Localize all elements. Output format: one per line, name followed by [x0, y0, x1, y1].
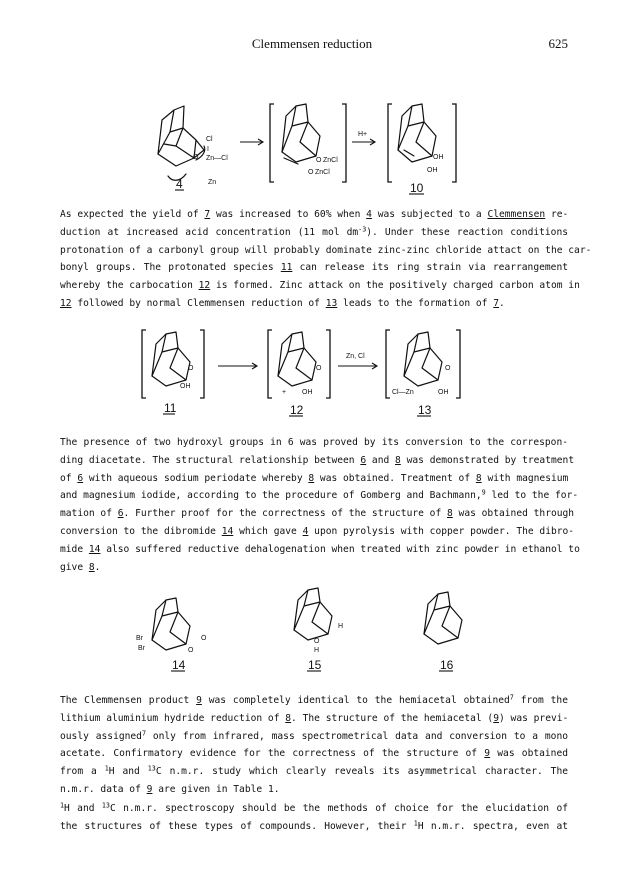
- paragraph-4: [60, 800, 568, 836]
- compound-13-structure: [386, 330, 460, 417]
- compound-11-structure: [142, 330, 204, 415]
- o-zncl-label: O: [316, 157, 322, 164]
- compound-number-16: 16: [440, 658, 454, 672]
- compound-10-structure: [388, 104, 456, 195]
- text-line: The presence of two hydroxyl groups in 6 was proved by its conversion to the correspon-: [60, 437, 568, 448]
- compound-15-structure: [294, 588, 343, 672]
- text-line: of 6 with aqueous sodium periodate whereby 8 was obtained. Treatment of 8 with magnesium: [60, 472, 569, 484]
- compound-16-structure: [424, 592, 462, 672]
- text-line: from a $^1$H and $^{13}$C n.m.r. study which clearly reveals its asymmetrical character. The: [60, 764, 569, 778]
- compound-number-10: 10: [410, 181, 424, 195]
- page-number: 625: [548, 36, 568, 51]
- plus-label-12: +: [282, 389, 287, 396]
- text-line: mide 14 also suffered reductive dehalogenation when treated with zinc powder in ethanol to: [60, 543, 580, 555]
- text-line: whereby the carbocation 12 is formed. Zinc attack on the positively charged carbon atom in: [60, 280, 580, 292]
- zncl-label-2: ZnCl: [315, 169, 330, 176]
- zn-label: Zn: [208, 179, 217, 186]
- cl-label: Cl: [206, 136, 213, 143]
- text-line: acetate. Confirmatory evidence for the correctness of the structure of 9 was obtained: [60, 748, 569, 760]
- o-label-14a: O: [201, 635, 207, 642]
- oh-label-1: OH: [433, 154, 444, 161]
- compound-4-structure: [158, 106, 228, 191]
- text-line: protonation of a carbonyl group will probably dominate zinc-zinc chloride attact on the car-: [60, 244, 592, 256]
- text-line: ously assigned$^7$ only from infrared, mass spectrometrical data and conversion to a mono: [60, 729, 568, 742]
- text-line: n.m.r. data of 9 are given in Table 1.: [60, 783, 280, 795]
- text-line: duction at increased acid concentration (11 mol $dm^{-3}$). Under these reaction conditions: [60, 225, 568, 238]
- o-zncl-label-2: O: [308, 169, 314, 176]
- text-line: ding diacetate. The structural relationship between 6 and 8 was demonstrated by treatment: [60, 454, 575, 466]
- text-line: lithium aluminium hydride reduction of 8. The structure of the hemiacetal (9) was previ-: [60, 712, 569, 724]
- text-line: give 8.: [60, 561, 101, 573]
- text-line: and magnesium iodide, according to the procedure of Gomberg and Bachmann,$^9$ led to the for-: [60, 489, 579, 502]
- cl-zn-label-13: Cl—Zn: [392, 389, 414, 396]
- o-label-15: O: [314, 638, 320, 645]
- paragraph-2: [60, 434, 580, 576]
- paragraph-3: [60, 692, 568, 799]
- h-label-15b: H: [314, 647, 320, 654]
- o-label-12: O: [316, 365, 322, 372]
- oh-label-12: OH: [302, 389, 313, 396]
- o-label: O: [193, 154, 199, 161]
- svg-text:I: I: [207, 146, 209, 153]
- text-line: the structures of these types of compounds. However, their $^1$H n.m.r. spectra, even at: [60, 819, 569, 832]
- compound-number-13: 13: [418, 403, 432, 417]
- o-label-13: O: [445, 365, 451, 372]
- text-line: mation of 6. Further proof for the correctness of the structure of 8 was obtained through: [60, 508, 575, 520]
- compound-number-15: 15: [308, 658, 322, 672]
- br-label-1: Br: [136, 635, 143, 642]
- running-head: Clemmensen reduction: [251, 36, 373, 51]
- o-label-11: O: [188, 365, 194, 372]
- text-line: As expected the yield of 7 was increased to 60% when 4 was subjected to a Clemmensen re-: [60, 209, 569, 220]
- compound-number-11: 11: [164, 401, 177, 415]
- text-line: conversion to the dibromide 14 which gave 4 upon pyrolysis with copper powder. The dibro-: [60, 525, 575, 537]
- br-label-2: Br: [138, 645, 145, 652]
- paragraph-1: [60, 206, 592, 313]
- text-line: The Clemmensen product 9 was completely identical to the hemiacetal obtained$^7$ from the: [60, 693, 568, 706]
- text-line: bonyl groups. The protonated species 11 can release its ring strain via rearrangement: [60, 262, 568, 274]
- oh-label-2: OH: [427, 167, 438, 174]
- text-line: $^1$H and $^{13}$C n.m.r. spectroscopy should be the methods of choice for the elucidation of: [60, 801, 568, 814]
- oh-label-11: OH: [180, 383, 191, 390]
- zn-cl-reagent-label: Zn, Cl: [346, 353, 365, 360]
- zncl-label-1: ZnCl: [323, 157, 338, 164]
- compound-number-4: 4: [176, 177, 183, 191]
- compound-number-14: 14: [172, 658, 186, 672]
- oh-label-13: OH: [438, 389, 449, 396]
- compound-14-structure: [136, 598, 207, 672]
- compound-12-structure: [268, 330, 330, 417]
- zn-cl-label: Zn—Cl: [206, 155, 228, 162]
- o-label-14b: O: [188, 647, 194, 654]
- intermediate-structure: [270, 104, 346, 182]
- text-line: 12 followed by normal Clemmensen reduction of 13 leads to the formation of 7.: [60, 297, 505, 309]
- compound-number-12: 12: [290, 403, 304, 417]
- h-label-15a: H: [338, 623, 344, 630]
- h-plus-label: H+: [358, 131, 368, 138]
